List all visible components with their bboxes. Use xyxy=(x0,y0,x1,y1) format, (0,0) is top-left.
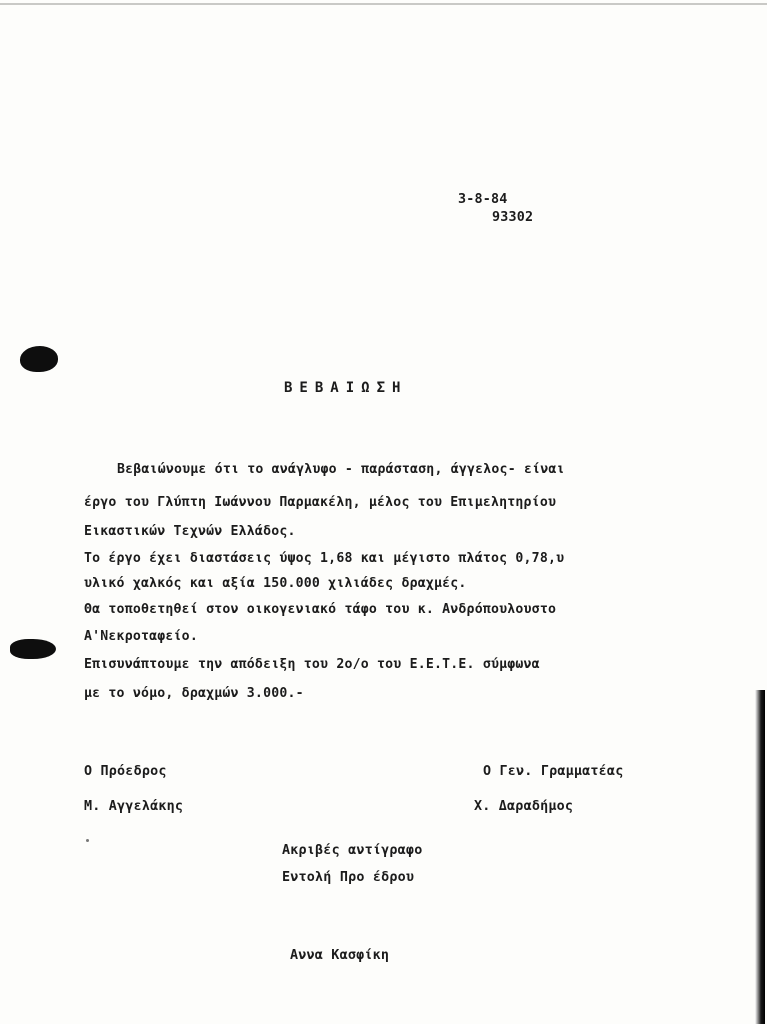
scan-top-edge xyxy=(0,3,767,5)
ink-speck xyxy=(86,839,89,842)
document-date: 3-8-84 xyxy=(458,192,508,207)
body-line-4: Το έργο έχει διαστάσεις ύψος 1,68 και μέγιστο πλάτος 0,78,υ xyxy=(84,551,565,566)
body-line-1: Βεβαιώνουμε ότι το ανάγλυφο - παράσταση, άγγελος- είναι xyxy=(117,462,565,477)
body-line-9: με το νόμο, δραχμών 3.000.- xyxy=(84,686,304,701)
punch-hole-mark xyxy=(20,346,58,372)
copy-signer-name: Αννα Κασφίκη xyxy=(290,948,390,963)
body-line-5: υλικό χαλκός και αξία 150.000 χιλιάδες δραχμές. xyxy=(84,576,467,591)
body-line-6: Θα τοποθετηθεί στον οικογενιακό τάφο του κ. Ανδρόπουλουστο xyxy=(84,602,557,617)
president-name: Μ. Αγγελάκης xyxy=(84,799,184,814)
president-title: Ο Πρόεδρος xyxy=(84,764,167,779)
secretary-name: Χ. Δαραδήμος xyxy=(474,799,574,814)
body-line-7: Α'Νεκροταφείο. xyxy=(84,629,198,644)
reference-number: 93302 xyxy=(492,210,534,225)
document-title: ΒΕΒΑΙΩΣΗ xyxy=(284,380,408,396)
punch-hole-mark xyxy=(10,639,56,659)
by-order-note: Εντολή Προ έδρου xyxy=(282,870,415,885)
true-copy-note: Ακριβές αντίγραφο xyxy=(282,843,423,858)
secretary-title: Ο Γεν. Γραμματέας xyxy=(483,764,624,779)
body-line-2: έργο του Γλύπτη Ιωάννου Παρμακέλη, μέλος του Επιμελητηρίου xyxy=(84,495,557,510)
body-line-3: Εικαστικών Τεχνών Ελλάδος. xyxy=(84,524,296,539)
scan-edge-shadow xyxy=(755,690,765,1024)
body-line-8: Επισυνάπτουμε την απόδειξη του 2ο/ο του Ε.Ε.Τ.Ε. σύμφωνα xyxy=(84,657,540,672)
